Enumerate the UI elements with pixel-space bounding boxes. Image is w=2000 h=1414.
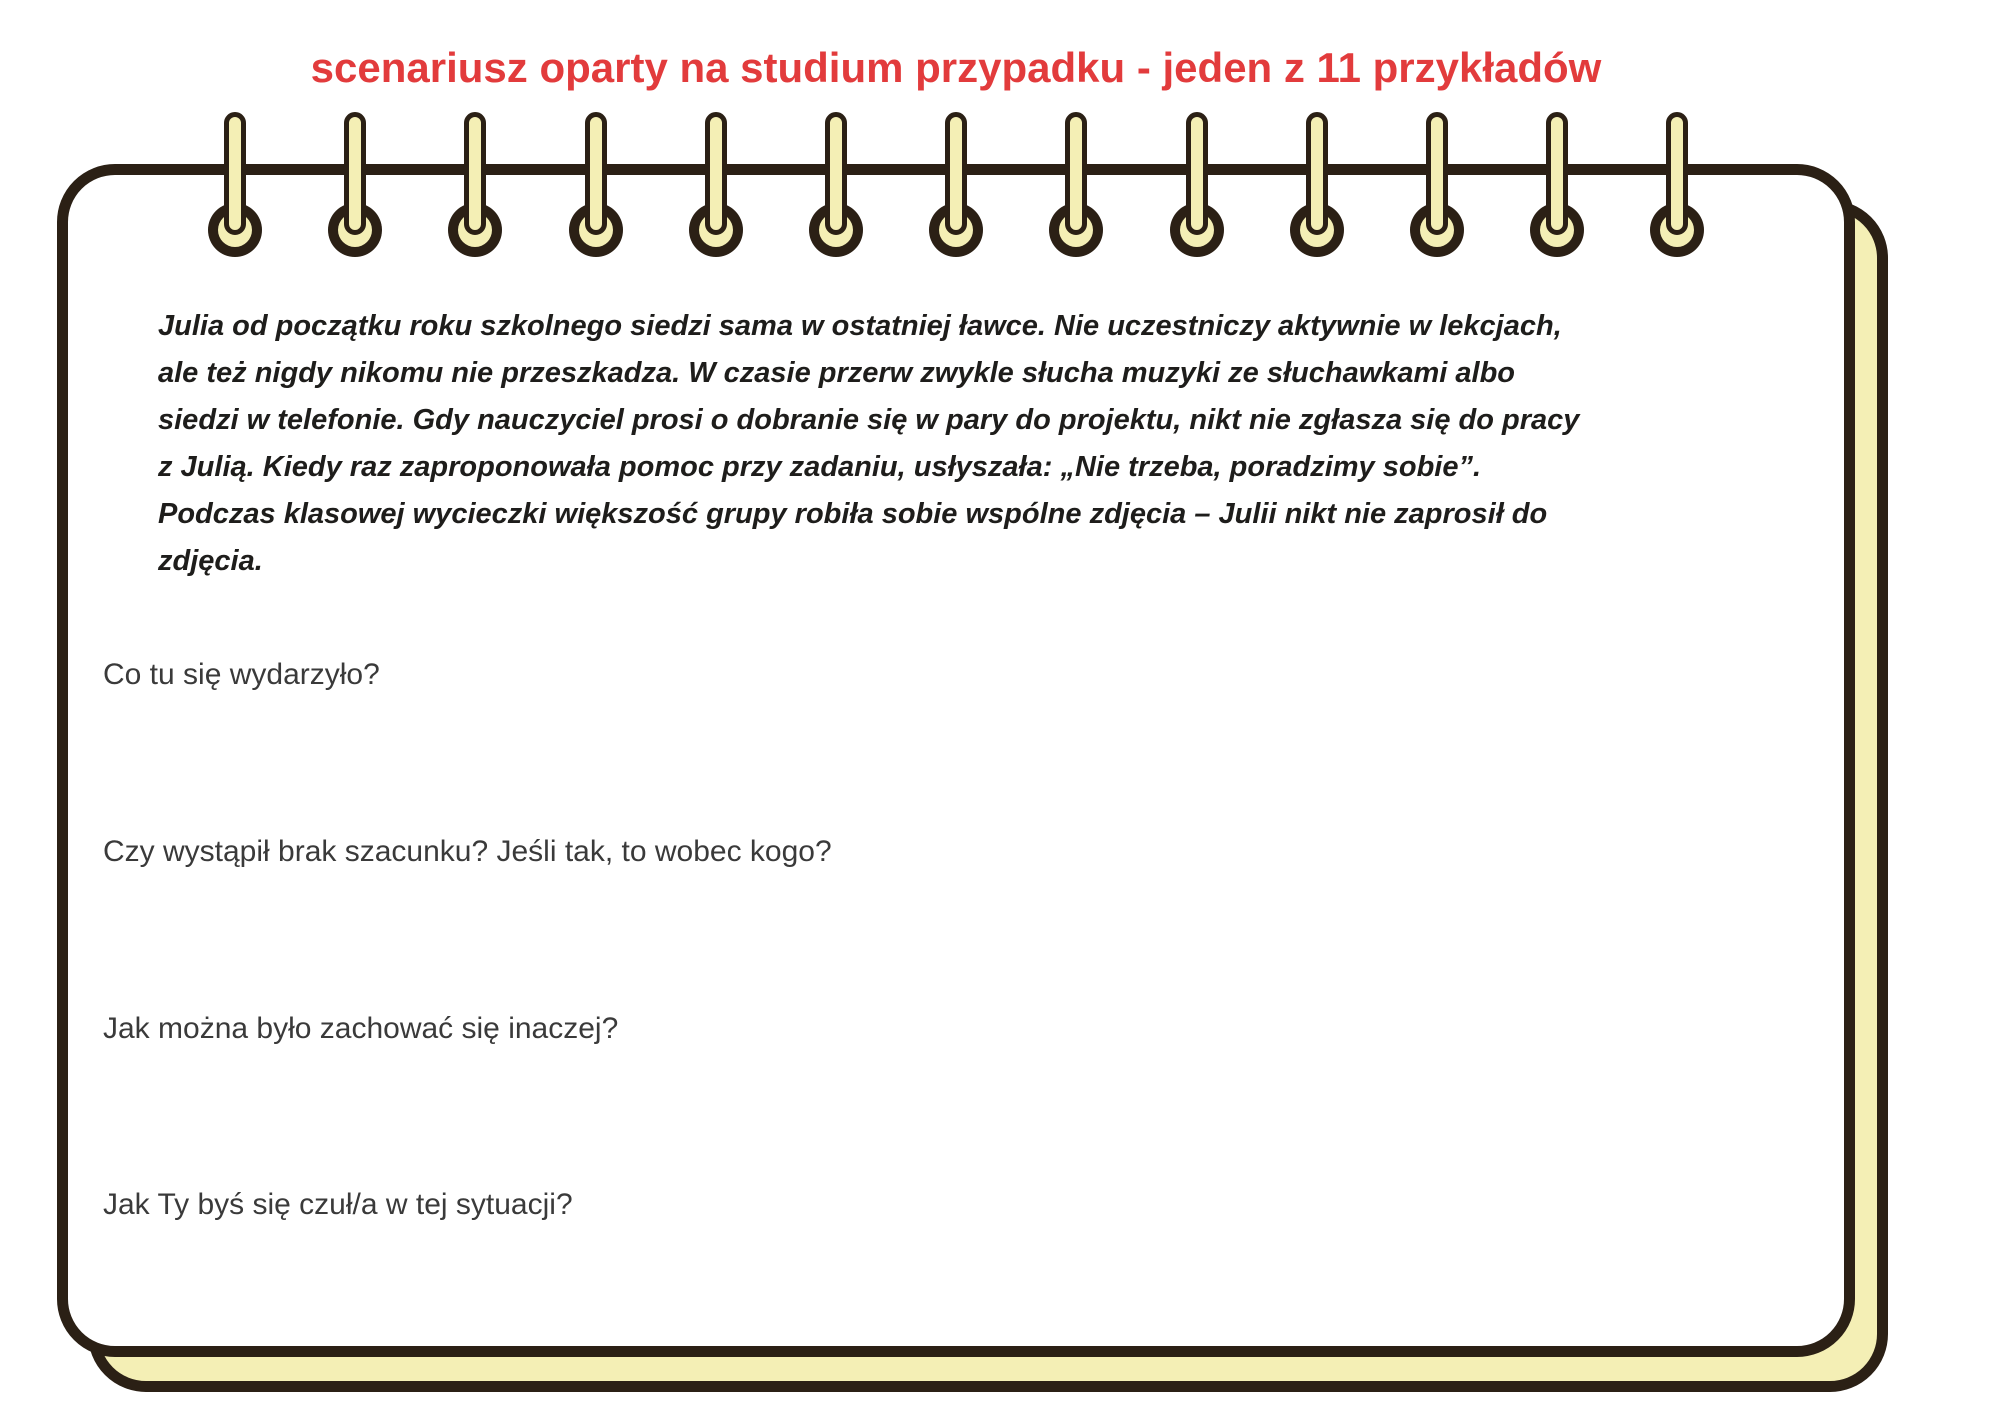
binder-tab-icon bbox=[705, 112, 727, 235]
binder-tab-icon bbox=[945, 112, 967, 235]
question-3: Jak można było zachować się inaczej? bbox=[103, 1012, 619, 1045]
case-study-line: zdjęcia. bbox=[158, 545, 263, 577]
case-study-line: Julia od początku roku szkolnego siedzi sama w ostatniej ławce. Nie uczestniczy aktywnie w lekcjach, bbox=[158, 310, 1562, 342]
question-1: Co tu się wydarzyło? bbox=[103, 658, 380, 691]
binder-tab-icon bbox=[464, 112, 486, 235]
binder-tab-icon bbox=[825, 112, 847, 235]
binder-tab-icon bbox=[1426, 112, 1448, 235]
binder-tab-icon bbox=[1065, 112, 1087, 235]
worksheet-title: scenariusz oparty na studium przypadku - jeden z 11 przykładów bbox=[310, 44, 1602, 91]
binder-tab-icon bbox=[224, 112, 246, 235]
case-study-text bbox=[158, 303, 1818, 585]
binder-tab-icon bbox=[1666, 112, 1688, 235]
case-study-line: Podczas klasowej wycieczki większość grupy robiła sobie wspólne zdjęcia – Julii nikt nie zaprosił do bbox=[158, 498, 1548, 530]
case-study-line: z Julią. Kiedy raz zaproponowała pomoc przy zadaniu, usłyszała: „Nie trzeba, poradzimy sobie”. bbox=[158, 451, 1482, 483]
case-study-line: siedzi w telefonie. Gdy nauczyciel prosi o dobranie się w pary do projektu, nikt nie zgłasza się do pracy bbox=[158, 404, 1580, 436]
binder-tab-icon bbox=[344, 112, 366, 235]
binder-tab-icon bbox=[1546, 112, 1568, 235]
case-study-line: ale też nigdy nikomu nie przeszkadza. W czasie przerw zwykle słucha muzyki ze słuchawkami albo bbox=[158, 357, 1516, 389]
binder-tab-icon bbox=[585, 112, 607, 235]
binder-tab-icon bbox=[1186, 112, 1208, 235]
question-4: Jak Ty byś się czuł/a w tej sytuacji? bbox=[103, 1188, 573, 1221]
question-2: Czy wystąpił brak szacunku? Jeśli tak, to wobec kogo? bbox=[103, 835, 832, 868]
binder-tab-icon bbox=[1306, 112, 1328, 235]
